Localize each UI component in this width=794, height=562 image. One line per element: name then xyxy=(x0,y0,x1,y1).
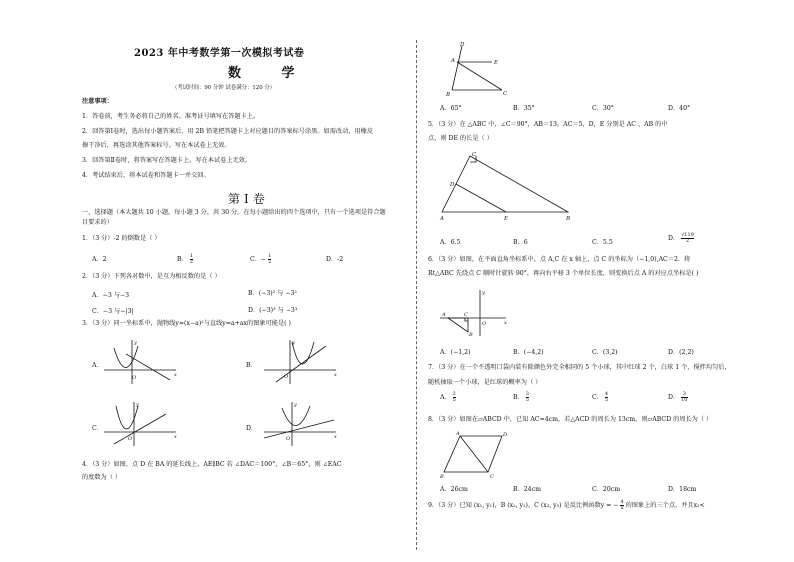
q4-stem: 的度数为（ ） xyxy=(82,474,122,481)
point-label: O xyxy=(482,321,487,327)
section-instruction: 目要求的） xyxy=(82,219,113,226)
q2-option-a[interactable]: A．−3 与−3 xyxy=(92,292,130,299)
exam-info: （考试时间：90 分钟 试卷满分：120 分） xyxy=(172,85,276,91)
point-label: D xyxy=(503,432,508,438)
q6-option-b[interactable]: B．(−4,2) xyxy=(513,349,544,356)
fraction-denominator: x xyxy=(620,505,624,511)
fraction-denominator: 5 xyxy=(452,397,456,403)
point-label: A xyxy=(451,58,455,64)
axis-x-label: x xyxy=(174,372,177,378)
q5-figure xyxy=(440,150,580,222)
q2-stem: 2．（3 分）下列各对数中，是互为相反数的是（ ） xyxy=(82,273,221,280)
point-label: C xyxy=(503,91,508,97)
q9-stem xyxy=(428,500,705,511)
note-item: 3．回答第Ⅱ卷时，将答案写在答题卡上。写在本试卷上无效。 xyxy=(82,157,252,164)
q2-option-b[interactable]: B．(−3)² 与 −3² xyxy=(248,290,297,297)
note-item: 1．答卷前，考生务必将自己的姓名、准考证号填写在答题卡上。 xyxy=(82,113,260,120)
q1-option-b[interactable] xyxy=(177,254,193,265)
q6-option-d[interactable]: D．(2,2) xyxy=(668,349,694,356)
q8-figure xyxy=(440,428,510,478)
q6-stem: Rt△ABC 先绕点 C 顺时针旋转 90°，再向右平移 3 个单位长度，则变换后点 A 的对应点坐标是( ) xyxy=(428,270,699,277)
q8-stem: 8．（3 分）如图在▱ABCD 中，已知 AC=4cm，若△ACD 的周长为 13cm，则▱ABCD 的周长为（ ） xyxy=(428,416,713,423)
fraction-numerator: 3 xyxy=(682,391,686,397)
q2-option-c[interactable]: C．−3 与−|3| xyxy=(92,308,134,315)
fraction-numerator: 1 xyxy=(189,253,193,259)
q1-option-a[interactable]: A．2 xyxy=(92,256,107,263)
q3-option-c[interactable]: C． xyxy=(92,425,103,432)
fraction-numerator: 1 xyxy=(268,253,272,259)
note-item: 4．考试结束后，将本试卷和答题卡一并交回。 xyxy=(82,172,210,179)
q2-option-d[interactable]: D．(−3)³ 与 −3³ xyxy=(248,307,298,314)
section-title: 第Ⅰ卷 xyxy=(228,192,269,206)
fraction-numerator: 2 xyxy=(452,391,456,397)
q8-option-d[interactable]: D．18cm xyxy=(668,486,697,493)
q4-figure xyxy=(444,40,524,100)
q8-option-c[interactable]: C．20cm xyxy=(592,486,621,493)
q5-option-c[interactable]: C．5.5 xyxy=(592,239,613,246)
q4-option-d[interactable]: D．40° xyxy=(668,105,691,112)
point-label: A xyxy=(456,431,460,437)
q7-option-b[interactable] xyxy=(513,392,529,403)
axis-origin: O xyxy=(132,375,137,381)
section-instruction: 一、选择题（本大题共 10 小题，每小题 3 分，共 30 分。在每小题给出的四个选项中，只有一个选项是符合题 xyxy=(82,209,386,216)
exam-title: 2023 年中考数学第一次模拟考试卷 xyxy=(134,48,305,59)
q5-stem: 点，则 DE 的长是（ ） xyxy=(428,135,493,142)
q3-graph-d xyxy=(264,400,344,448)
axis-x-label: x xyxy=(504,320,507,326)
fraction-denominator: 5 xyxy=(525,397,529,403)
axis-y-label: y xyxy=(294,402,297,408)
q5-option-d-label: D． xyxy=(668,235,680,242)
q6-option-a[interactable]: A．(−1,2) xyxy=(440,349,471,356)
q1-option-b-label: B． xyxy=(177,256,188,263)
q4-stem: 4．（3 分）如图，点 D 在 BA 的延长线上，AE∥BC 若 ∠DAC＝100°，∠B＝65°，则 ∠EAC xyxy=(82,461,342,468)
q3-graph-b xyxy=(264,338,344,386)
point-label: D xyxy=(450,182,455,188)
q9-stem-pre: 9．（3 分）已知 (x₁, y₁)，B (x₂, y₂)，C (x₃, y₃) 是反比例函数y = − xyxy=(428,502,619,509)
q7-stem: 随机抽取一个小球，是红球的概率为（ ） xyxy=(428,379,542,386)
q3-option-a[interactable]: A． xyxy=(92,362,103,369)
q7-option-d-label: D． xyxy=(668,394,680,401)
q3-graph-c xyxy=(104,400,184,448)
q4-option-a[interactable]: A．65° xyxy=(440,105,462,112)
axis-y-label: y xyxy=(134,340,137,346)
q3-stem: 3．（3 分）同一坐标系中，抛物线y=(x−a)²与直线y=a+ax的图象可能是( ) xyxy=(82,320,291,327)
q3-option-d[interactable]: D． xyxy=(246,425,258,432)
q7-option-a-label: A． xyxy=(440,394,451,401)
fraction-denominator: 2 xyxy=(685,238,690,244)
axis-y-label: y xyxy=(482,290,485,296)
axis-y-label: y xyxy=(292,340,295,346)
point-label: B xyxy=(440,474,444,480)
point-label: C xyxy=(464,312,468,318)
axis-origin: O xyxy=(284,374,289,380)
q6-stem: 6．（3 分）如图，在平面直角坐标系中，点 A,C 在 x 轴上，点 C 的坐标为（−1,0),AC＝2．将 xyxy=(428,256,691,263)
q7-option-c-label: C． xyxy=(592,394,603,401)
column-divider xyxy=(416,40,417,550)
fraction-denominator: 5 xyxy=(604,397,609,403)
axis-y-label: y xyxy=(136,402,139,408)
q6-option-c[interactable]: C．(3,2) xyxy=(592,349,618,356)
q8-option-a[interactable]: A．26cm xyxy=(440,486,468,493)
subject-title: 数 学 xyxy=(228,66,313,81)
note-item: 2．回答第Ⅰ卷时，选出每小题答案后，用 2B 铅笔把答题卡上对应题目的答案标号涂黑。如需改动，用橡皮 xyxy=(82,128,374,135)
q5-option-a[interactable]: A．6.5 xyxy=(440,239,461,246)
q3-graph-a xyxy=(104,338,184,386)
q9-stem-post: 的图象上的三个点，并且x₁< xyxy=(625,502,705,509)
fraction-numerator: 3 xyxy=(525,391,529,397)
fraction-numerator: 4 xyxy=(604,391,609,397)
q1-option-c[interactable] xyxy=(250,254,271,265)
q8-option-b[interactable]: B．24cm xyxy=(513,486,541,493)
note-item: 擦干净后，再选涂其他答案标号。写在本试卷上无效。 xyxy=(82,142,231,149)
notes-heading: 注意事项： xyxy=(82,98,113,105)
q3-option-b[interactable]: B． xyxy=(246,362,257,369)
fraction-numerator: 4 xyxy=(620,499,624,505)
point-label: E xyxy=(494,60,499,66)
q5-option-b[interactable]: B．6 xyxy=(513,239,528,246)
point-label: A xyxy=(442,312,446,318)
q6-figure xyxy=(440,288,510,338)
q1-stem: 1．（3 分）-2 的倒数是（ ） xyxy=(82,235,161,242)
point-label: B xyxy=(469,332,473,338)
fraction-numerator: √119 xyxy=(681,232,694,238)
point-label: D xyxy=(460,42,465,48)
axis-origin: O xyxy=(286,436,291,442)
q5-option-d[interactable] xyxy=(668,233,694,244)
q4-option-c[interactable]: C．30° xyxy=(592,105,614,112)
axis-origin: O xyxy=(128,436,133,442)
q7-option-a[interactable] xyxy=(440,392,456,403)
point-label: C xyxy=(490,474,494,480)
q1-option-c-label: C．− xyxy=(250,256,267,263)
q5-stem: 5．（3 分）在 △ABC 中，∠C＝90°，AB＝13，AC＝5，D，E 分别是 AC 、AB 的中 xyxy=(428,121,668,128)
fraction-denominator: 10 xyxy=(681,397,688,403)
point-label: A xyxy=(440,216,444,222)
point-label: C xyxy=(472,152,477,158)
q7-option-c[interactable] xyxy=(592,392,608,403)
fraction-denominator: 2 xyxy=(268,259,272,265)
axis-x-label: x xyxy=(174,434,177,440)
point-label: B xyxy=(446,92,451,98)
axis-x-label: x xyxy=(334,434,337,440)
point-label: B xyxy=(566,216,571,222)
q7-option-b-label: B． xyxy=(513,394,524,401)
q1-option-d[interactable]: D．-2 xyxy=(326,256,344,263)
fraction-denominator: 2 xyxy=(189,259,193,265)
q7-option-d[interactable] xyxy=(668,392,688,403)
axis-x-label: x xyxy=(334,372,337,378)
q7-stem: 7．（3 分）在一个不透明口袋内装有除颜色外完全相同的 5 个小球，其中红球 2 个，白球 1 个，搅拌均匀后， xyxy=(428,364,731,371)
q4-option-b[interactable]: B．35° xyxy=(513,105,535,112)
point-label: E xyxy=(504,216,509,222)
